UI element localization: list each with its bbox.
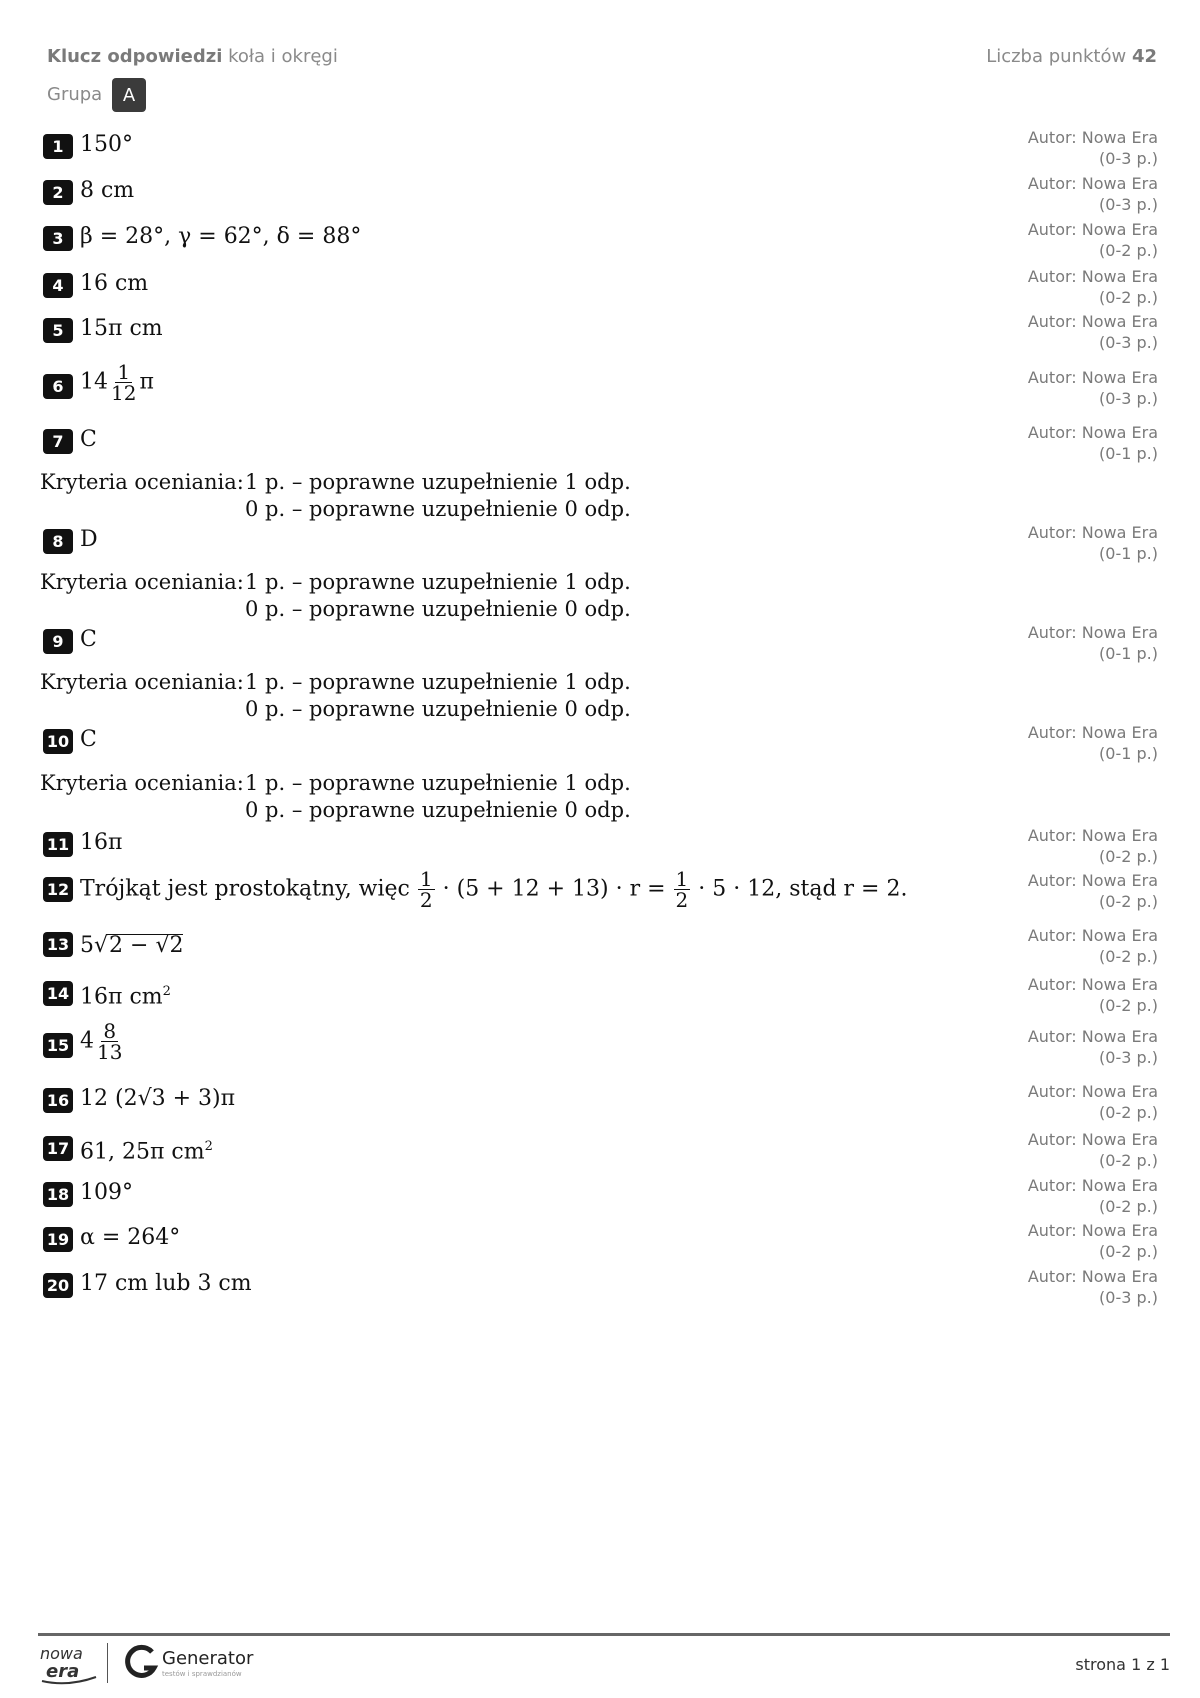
document-title: Klucz odpowiedzi koła i okręgi [47,46,338,67]
svg-text:era: era [46,1661,80,1682]
item-meta: Autor: Nowa Era (0-2 p.) [1027,926,1158,966]
item-answer: 4 $\frac{8}{13}$ [80,1019,123,1064]
item-number: 8 [43,529,73,554]
item-answer: 16 cm [80,271,149,296]
item-answer: 16π [80,830,123,855]
svg-text:nowa: nowa [40,1644,83,1663]
item-answer: 14 $\frac{1}{12}$ π [80,360,154,405]
item-meta: Autor: Nowa Era (0-3 p.) [1027,368,1158,408]
item-number: 1 [43,134,73,159]
item-number: 12 [43,877,73,902]
item-meta: Autor: Nowa Era (0-1 p.) [1027,723,1158,763]
group-label: Grupa [47,84,103,105]
item-number: 20 [43,1273,73,1298]
item-number: 11 [43,832,73,857]
total-points: Liczba punktów 42 [986,46,1157,67]
item-answer: 5√2 − √2 [80,933,184,958]
item-answer: C [80,727,97,752]
item-number: 17 [43,1136,73,1161]
fraction: $\frac{1}{2}$ [675,867,689,912]
fraction: $\frac{1}{12}$ [111,360,137,405]
item-meta: Autor: Nowa Era (0-2 p.) [1027,220,1158,260]
item-number: 13 [43,932,73,957]
item-meta: Autor: Nowa Era (0-3 p.) [1027,128,1158,168]
item-number: 14 [43,981,73,1006]
item-meta: Autor: Nowa Era (0-1 p.) [1027,523,1158,563]
item-meta: Autor: Nowa Era (0-2 p.) [1027,975,1158,1015]
item-answer: 109° [80,1180,133,1205]
page-header [47,46,1157,116]
item-meta: Autor: Nowa Era (0-2 p.) [1027,1082,1158,1122]
item-number: 7 [43,429,73,454]
item-meta: Autor: Nowa Era (0-2 p.) [1027,267,1158,307]
item-meta: Autor: Nowa Era (0-3 p.) [1027,174,1158,214]
group-badge: A [112,78,146,112]
svg-text:Generator: Generator [162,1648,254,1669]
item-meta: Autor: Nowa Era (0-2 p.) [1027,1176,1158,1216]
item-number: 19 [43,1227,73,1252]
item-answer: 12 (2√3 + 3)π [80,1086,236,1111]
item-number: 18 [43,1182,73,1207]
item-answer: 61, 25π $cm^2$ [80,1139,213,1165]
item-meta: Autor: Nowa Era (0-1 p.) [1027,423,1158,463]
item-meta: Autor: Nowa Era (0-3 p.) [1027,312,1158,352]
item-answer: 150° [80,132,133,157]
logo-divider [107,1643,108,1683]
item-meta: Autor: Nowa Era (0-2 p.) [1027,1130,1158,1170]
item-number: 3 [43,226,73,251]
item-number: 9 [43,629,73,654]
item-meta: Autor: Nowa Era (0-3 p.) [1027,1027,1158,1067]
item-number: 5 [43,318,73,343]
page-number: strona 1 z 1 [1075,1655,1170,1674]
item-meta: Autor: Nowa Era (0-2 p.) [1027,826,1158,866]
item-answer: β = 28°, γ = 62°, δ = 88° [80,224,362,249]
item-answer: α = 264° [80,1225,181,1250]
item-number: 6 [43,374,73,399]
item-answer: C [80,427,97,452]
item-answer: 15π cm [80,316,163,341]
item-answer: C [80,627,97,652]
item-number: 2 [43,180,73,205]
item-meta: Autor: Nowa Era (0-1 p.) [1027,623,1158,663]
footer-divider [38,1633,1170,1636]
item-answer: 17 cm lub 3 cm [80,1271,252,1296]
generator-logo [122,1640,272,1686]
item-number: 16 [43,1088,73,1113]
fraction: $\frac{1}{2}$ [419,867,433,912]
item-answer: 8 cm [80,178,135,203]
svg-text:testów i sprawdzianów: testów i sprawdzianów [162,1670,242,1678]
item-meta: Autor: Nowa Era (0-2 p.) [1027,871,1158,911]
fraction: $\frac{8}{13}$ [97,1019,123,1064]
nowa-era-logo [38,1643,100,1685]
item-meta: Autor: Nowa Era (0-3 p.) [1027,1267,1158,1307]
item-number: 4 [43,273,73,298]
item-number: 15 [43,1033,73,1058]
item-answer: D [80,527,98,552]
item-answer: Trójkąt jest prostokątny, więc $\frac{1}{2}$ · (5 + 12 + 13) · r = $\frac{1}{2}$ · 5 · 12, stąd r = 2. [80,867,908,912]
item-meta: Autor: Nowa Era (0-2 p.) [1027,1221,1158,1261]
item-answer: 16π $cm^2$ [80,984,171,1010]
item-number: 10 [43,729,73,754]
